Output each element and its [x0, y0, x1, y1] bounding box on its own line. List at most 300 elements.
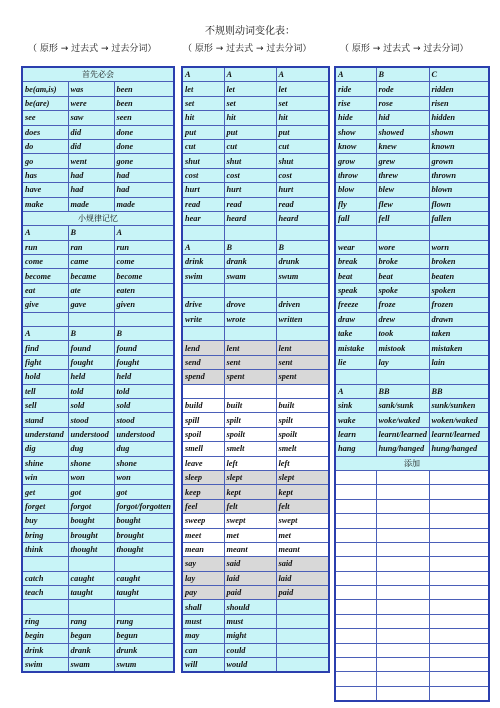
- base-form-cell: A: [22, 327, 68, 341]
- base-form-cell: learn: [335, 427, 376, 441]
- table-row: [22, 643, 174, 657]
- table-row: [22, 571, 174, 585]
- past-participle-cell: thought: [114, 542, 174, 556]
- base-form-cell: speak: [335, 283, 376, 297]
- table-row: [335, 67, 489, 82]
- table-row: [335, 197, 489, 211]
- base-form-cell: hide: [335, 111, 376, 125]
- table-row: [182, 125, 329, 139]
- table-row: [22, 96, 174, 110]
- past-tense-cell: showed: [376, 125, 429, 139]
- base-form-cell: see: [22, 111, 68, 125]
- past-tense-cell: brought: [68, 528, 114, 542]
- table-row: [182, 384, 329, 398]
- past-participle-cell: fallen: [429, 211, 489, 225]
- past-tense-cell: rang: [68, 614, 114, 628]
- table-row: [335, 643, 489, 657]
- table-row: [182, 226, 329, 240]
- past-tense-cell: mistook: [376, 341, 429, 355]
- past-participle-cell: been: [114, 96, 174, 110]
- past-tense-cell: thought: [68, 542, 114, 556]
- past-participle-cell: [276, 283, 329, 297]
- base-form-cell: become: [22, 269, 68, 283]
- table-row: [182, 586, 329, 600]
- past-tense-cell: [376, 686, 429, 701]
- base-form-cell: has: [22, 168, 68, 182]
- base-form-cell: hit: [182, 111, 224, 125]
- base-form-cell: drink: [182, 255, 224, 269]
- past-participle-cell: let: [276, 82, 329, 96]
- base-form-cell: feel: [182, 499, 224, 513]
- table-row: [335, 413, 489, 427]
- past-tense-cell: won: [68, 470, 114, 484]
- past-tense-cell: should: [224, 600, 276, 614]
- base-form-cell: eat: [22, 283, 68, 297]
- past-participle-cell: [429, 499, 489, 513]
- past-tense-cell: cut: [224, 139, 276, 153]
- base-form-cell: get: [22, 485, 68, 499]
- past-participle-cell: [429, 643, 489, 657]
- table-row: [22, 514, 174, 528]
- past-tense-cell: did: [68, 125, 114, 139]
- table-row: [22, 255, 174, 269]
- past-participle-cell: sold: [114, 398, 174, 412]
- base-form-cell: ride: [335, 82, 376, 96]
- past-tense-cell: laid: [224, 571, 276, 585]
- past-participle-cell: [429, 586, 489, 600]
- past-tense-cell: A: [224, 67, 276, 82]
- base-form-cell: can: [182, 643, 224, 657]
- base-form-cell: lend: [182, 341, 224, 355]
- past-tense-cell: put: [224, 125, 276, 139]
- base-form-cell: forget: [22, 499, 68, 513]
- table-row: [22, 470, 174, 484]
- base-form-cell: ring: [22, 614, 68, 628]
- table-row: [182, 82, 329, 96]
- past-participle-cell: thrown: [429, 168, 489, 182]
- table-row: [22, 456, 174, 470]
- column-header-right: （ 原形 → 过去式 → 过去分词）: [340, 44, 469, 54]
- table-row: [182, 327, 329, 341]
- table-row: [22, 398, 174, 412]
- past-participle-cell: taken: [429, 327, 489, 341]
- past-tense-cell: [376, 514, 429, 528]
- past-tense-cell: let: [224, 82, 276, 96]
- table-row: [22, 111, 174, 125]
- base-form-cell: [335, 485, 376, 499]
- past-tense-cell: read: [224, 197, 276, 211]
- table-row: [335, 355, 489, 369]
- section-heading: 添加: [335, 456, 489, 470]
- table-row: [335, 398, 489, 412]
- table-row: [22, 658, 174, 673]
- table-row: [335, 370, 489, 384]
- past-participle-cell: cost: [276, 168, 329, 182]
- past-participle-cell: driven: [276, 298, 329, 312]
- base-form-cell: lay: [182, 571, 224, 585]
- table-row: [335, 82, 489, 96]
- table-row: [335, 672, 489, 686]
- past-participle-cell: set: [276, 96, 329, 110]
- base-form-cell: come: [22, 255, 68, 269]
- past-participle-cell: sent: [276, 355, 329, 369]
- table-row: [22, 168, 174, 182]
- table-row: [22, 312, 174, 326]
- past-tense-cell: heard: [224, 211, 276, 225]
- past-participle-cell: drunk: [114, 643, 174, 657]
- past-participle-cell: broken: [429, 255, 489, 269]
- base-form-cell: throw: [335, 168, 376, 182]
- base-form-cell: will: [182, 658, 224, 673]
- base-form-cell: leave: [182, 456, 224, 470]
- past-tense-cell: fell: [376, 211, 429, 225]
- past-participle-cell: sunk/sunken: [429, 398, 489, 412]
- past-tense-cell: spent: [224, 370, 276, 384]
- table-row: [22, 240, 174, 254]
- past-tense-cell: [376, 499, 429, 513]
- past-participle-cell: held: [114, 370, 174, 384]
- past-participle-cell: forgot/forgotten: [114, 499, 174, 513]
- past-participle-cell: [276, 614, 329, 628]
- past-tense-cell: hid: [376, 111, 429, 125]
- base-form-cell: [335, 528, 376, 542]
- base-form-cell: [182, 327, 224, 341]
- table-row: [335, 514, 489, 528]
- table-row: [335, 154, 489, 168]
- base-form-cell: [182, 384, 224, 398]
- base-form-cell: [335, 686, 376, 701]
- base-form-cell: have: [22, 183, 68, 197]
- base-form-cell: wake: [335, 413, 376, 427]
- past-participle-cell: given: [114, 298, 174, 312]
- past-tense-cell: saw: [68, 111, 114, 125]
- past-participle-cell: run: [114, 240, 174, 254]
- past-tense-cell: [376, 370, 429, 384]
- table-row: [335, 600, 489, 614]
- past-participle-cell: fought: [114, 355, 174, 369]
- table-row: [335, 111, 489, 125]
- past-tense-cell: BB: [376, 384, 429, 398]
- table-row: [22, 557, 174, 571]
- table-row: [335, 327, 489, 341]
- table-row: [182, 240, 329, 254]
- base-form-cell: sleep: [182, 470, 224, 484]
- past-tense-cell: B: [376, 67, 429, 82]
- past-participle-cell: dug: [114, 442, 174, 456]
- base-form-cell: meet: [182, 528, 224, 542]
- past-participle-cell: [114, 312, 174, 326]
- past-participle-cell: laid: [276, 571, 329, 585]
- table-row: [182, 370, 329, 384]
- table-row: [335, 211, 489, 225]
- base-form-cell: swim: [182, 269, 224, 283]
- past-tense-cell: would: [224, 658, 276, 673]
- past-participle-cell: spoken: [429, 283, 489, 297]
- base-form-cell: fight: [22, 355, 68, 369]
- table-row: [22, 427, 174, 441]
- past-participle-cell: lent: [276, 341, 329, 355]
- base-form-cell: be(am,is): [22, 82, 68, 96]
- past-tense-cell: [376, 485, 429, 499]
- table-row: [182, 442, 329, 456]
- past-tense-cell: might: [224, 629, 276, 643]
- past-participle-cell: [429, 542, 489, 556]
- past-participle-cell: [429, 672, 489, 686]
- base-form-cell: A: [22, 226, 68, 240]
- table-row: [182, 139, 329, 153]
- base-form-cell: [335, 557, 376, 571]
- past-tense-cell: set: [224, 96, 276, 110]
- table-row: [22, 528, 174, 542]
- table-row: [335, 542, 489, 556]
- base-form-cell: [335, 514, 376, 528]
- past-tense-cell: B: [68, 226, 114, 240]
- past-participle-cell: spoilt: [276, 427, 329, 441]
- past-tense-cell: spoilt: [224, 427, 276, 441]
- past-tense-cell: [376, 672, 429, 686]
- table-row: [335, 168, 489, 182]
- past-participle-cell: said: [276, 557, 329, 571]
- table-row: [335, 139, 489, 153]
- base-form-cell: say: [182, 557, 224, 571]
- past-participle-cell: [276, 658, 329, 673]
- past-tense-cell: woke/waked: [376, 413, 429, 427]
- column-header-middle: （ 原形 → 过去式 → 过去分词）: [183, 44, 312, 54]
- past-tense-cell: slept: [224, 470, 276, 484]
- base-form-cell: find: [22, 341, 68, 355]
- table-row: [22, 413, 174, 427]
- base-form-cell: do: [22, 139, 68, 153]
- past-participle-cell: [429, 470, 489, 484]
- past-tense-cell: kept: [224, 485, 276, 499]
- past-tense-cell: spilt: [224, 413, 276, 427]
- table-row: [22, 542, 174, 556]
- verb-table-left: [21, 66, 175, 673]
- past-tense-cell: [224, 384, 276, 398]
- base-form-cell: pay: [182, 586, 224, 600]
- past-tense-cell: [376, 557, 429, 571]
- past-participle-cell: woken/waked: [429, 413, 489, 427]
- past-tense-cell: went: [68, 154, 114, 168]
- past-tense-cell: learnt/learned: [376, 427, 429, 441]
- past-tense-cell: spoke: [376, 283, 429, 297]
- base-form-cell: tell: [22, 384, 68, 398]
- base-form-cell: buy: [22, 514, 68, 528]
- table-row: [335, 442, 489, 456]
- table-row: [335, 658, 489, 672]
- table-row: [335, 485, 489, 499]
- past-tense-cell: took: [376, 327, 429, 341]
- section-heading: 小规律记忆: [22, 211, 174, 225]
- past-tense-cell: swam: [224, 269, 276, 283]
- past-tense-cell: rose: [376, 96, 429, 110]
- past-participle-cell: [429, 686, 489, 701]
- past-participle-cell: come: [114, 255, 174, 269]
- table-row: [182, 255, 329, 269]
- past-tense-cell: got: [68, 485, 114, 499]
- table-row: [335, 96, 489, 110]
- base-form-cell: A: [182, 240, 224, 254]
- base-form-cell: stand: [22, 413, 68, 427]
- past-participle-cell: beaten: [429, 269, 489, 283]
- table-row: [22, 485, 174, 499]
- base-form-cell: A: [335, 67, 376, 82]
- table-row: [335, 614, 489, 628]
- table-row: [335, 269, 489, 283]
- base-form-cell: keep: [182, 485, 224, 499]
- base-form-cell: drink: [22, 643, 68, 657]
- past-participle-cell: bought: [114, 514, 174, 528]
- past-tense-cell: sank/sunk: [376, 398, 429, 412]
- past-tense-cell: [376, 614, 429, 628]
- verb-table-middle: [181, 66, 330, 673]
- table-row: [182, 427, 329, 441]
- past-tense-cell: broke: [376, 255, 429, 269]
- past-tense-cell: grew: [376, 154, 429, 168]
- past-tense-cell: drew: [376, 312, 429, 326]
- past-participle-cell: understood: [114, 427, 174, 441]
- past-tense-cell: understood: [68, 427, 114, 441]
- past-tense-cell: became: [68, 269, 114, 283]
- base-form-cell: begin: [22, 629, 68, 643]
- base-form-cell: [335, 470, 376, 484]
- base-form-cell: spend: [182, 370, 224, 384]
- table-row: [182, 629, 329, 643]
- base-form-cell: shine: [22, 456, 68, 470]
- past-tense-cell: must: [224, 614, 276, 628]
- base-form-cell: [335, 658, 376, 672]
- base-form-cell: send: [182, 355, 224, 369]
- past-participle-cell: [429, 557, 489, 571]
- past-participle-cell: C: [429, 67, 489, 82]
- past-participle-cell: known: [429, 139, 489, 153]
- base-form-cell: hear: [182, 211, 224, 225]
- base-form-cell: hurt: [182, 183, 224, 197]
- section-heading-row: [22, 67, 174, 82]
- past-participle-cell: put: [276, 125, 329, 139]
- base-form-cell: break: [335, 255, 376, 269]
- table-row: [22, 384, 174, 398]
- base-form-cell: give: [22, 298, 68, 312]
- base-form-cell: make: [22, 197, 68, 211]
- past-participle-cell: flown: [429, 197, 489, 211]
- past-participle-cell: met: [276, 528, 329, 542]
- base-form-cell: [335, 542, 376, 556]
- base-form-cell: run: [22, 240, 68, 254]
- base-form-cell: fly: [335, 197, 376, 211]
- table-row: [182, 298, 329, 312]
- base-form-cell: freeze: [335, 298, 376, 312]
- past-participle-cell: blown: [429, 183, 489, 197]
- past-participle-cell: A: [276, 67, 329, 82]
- base-form-cell: [335, 586, 376, 600]
- past-tense-cell: built: [224, 398, 276, 412]
- base-form-cell: write: [182, 312, 224, 326]
- past-tense-cell: sold: [68, 398, 114, 412]
- section-heading-row: [335, 456, 489, 470]
- table-row: [22, 614, 174, 628]
- table-row: [182, 168, 329, 182]
- past-participle-cell: won: [114, 470, 174, 484]
- table-row: [182, 485, 329, 499]
- table-row: [22, 139, 174, 153]
- base-form-cell: [335, 614, 376, 628]
- table-row: [22, 82, 174, 96]
- past-participle-cell: taught: [114, 586, 174, 600]
- base-form-cell: [335, 629, 376, 643]
- table-row: [335, 183, 489, 197]
- past-participle-cell: [276, 226, 329, 240]
- table-row: [182, 96, 329, 110]
- past-tense-cell: dug: [68, 442, 114, 456]
- past-tense-cell: shone: [68, 456, 114, 470]
- past-tense-cell: hurt: [224, 183, 276, 197]
- base-form-cell: bring: [22, 528, 68, 542]
- past-tense-cell: [376, 629, 429, 643]
- past-participle-cell: stood: [114, 413, 174, 427]
- base-form-cell: dig: [22, 442, 68, 456]
- base-form-cell: shall: [182, 600, 224, 614]
- table-row: [182, 154, 329, 168]
- past-tense-cell: swept: [224, 514, 276, 528]
- past-participle-cell: hidden: [429, 111, 489, 125]
- past-tense-cell: began: [68, 629, 114, 643]
- past-tense-cell: ate: [68, 283, 114, 297]
- base-form-cell: cut: [182, 139, 224, 153]
- base-form-cell: drive: [182, 298, 224, 312]
- past-tense-cell: [68, 557, 114, 571]
- past-tense-cell: froze: [376, 298, 429, 312]
- base-form-cell: may: [182, 629, 224, 643]
- base-form-cell: rise: [335, 96, 376, 110]
- table-row: [182, 571, 329, 585]
- base-form-cell: show: [335, 125, 376, 139]
- past-tense-cell: drank: [224, 255, 276, 269]
- table-row: [335, 298, 489, 312]
- past-participle-cell: become: [114, 269, 174, 283]
- past-tense-cell: [224, 327, 276, 341]
- past-participle-cell: frozen: [429, 298, 489, 312]
- base-form-cell: set: [182, 96, 224, 110]
- base-form-cell: wear: [335, 240, 376, 254]
- table-row: [335, 470, 489, 484]
- past-tense-cell: sent: [224, 355, 276, 369]
- table-row: [22, 499, 174, 513]
- past-participle-cell: caught: [114, 571, 174, 585]
- past-tense-cell: felt: [224, 499, 276, 513]
- table-row: [22, 629, 174, 643]
- base-form-cell: take: [335, 327, 376, 341]
- past-tense-cell: could: [224, 643, 276, 657]
- table-row: [22, 154, 174, 168]
- past-participle-cell: got: [114, 485, 174, 499]
- past-participle-cell: hurt: [276, 183, 329, 197]
- base-form-cell: hold: [22, 370, 68, 384]
- past-tense-cell: cost: [224, 168, 276, 182]
- past-participle-cell: swum: [276, 269, 329, 283]
- table-row: [182, 355, 329, 369]
- past-participle-cell: [276, 600, 329, 614]
- past-participle-cell: spilt: [276, 413, 329, 427]
- base-form-cell: spoil: [182, 427, 224, 441]
- table-row: [182, 614, 329, 628]
- past-participle-cell: done: [114, 139, 174, 153]
- past-participle-cell: [429, 485, 489, 499]
- past-tense-cell: was: [68, 82, 114, 96]
- table-row: [22, 226, 174, 240]
- past-participle-cell: gone: [114, 154, 174, 168]
- past-participle-cell: had: [114, 183, 174, 197]
